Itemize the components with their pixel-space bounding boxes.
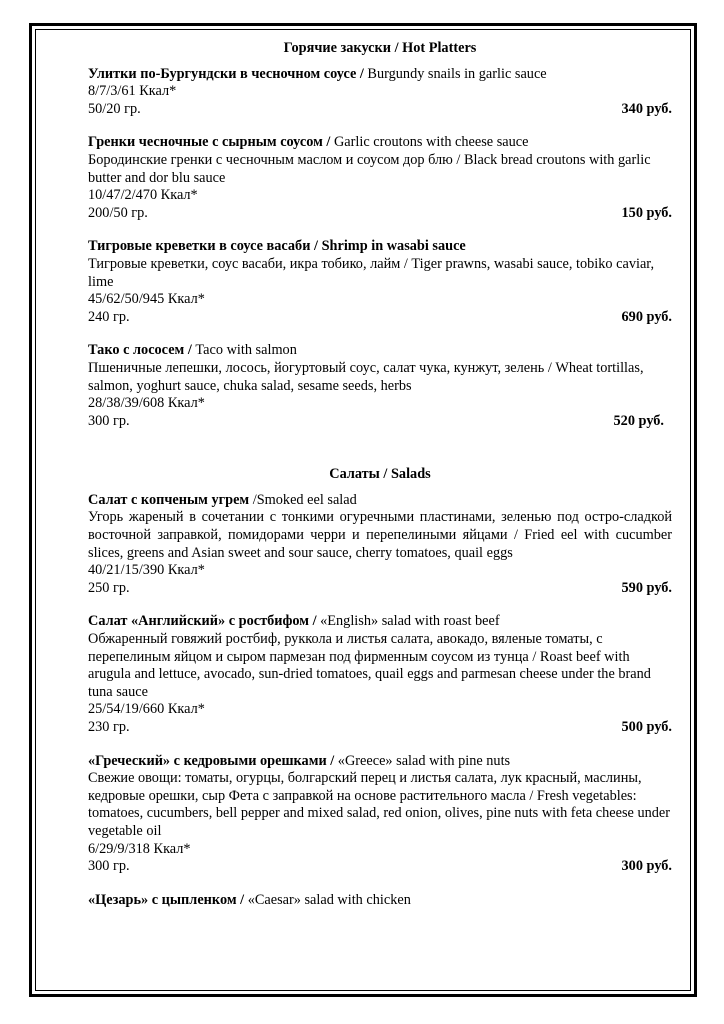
item-name-en: «Greece» salad with pine nuts [334,752,511,769]
item-nutrition: 6/29/9/318 Ккал* [88,840,191,857]
item-name-en: «Caesar» salad with chicken [244,891,411,908]
item-name: Гренки чесночные с сырным соусом / [88,134,331,151]
item-weight: 200/50 гр. [88,204,148,221]
menu-item [88,892,672,910]
item-weight: 240 гр. [88,308,130,325]
menu-item [88,342,672,430]
item-description: Угорь жареный в сочетании с тонкими огуречными пластинами, зеленью под остро-сладкой восточной заправкой, помидорами черри и перепелиными яйцами / Fried eel with cucumber slices, greens and Asian sweet and sour sauce, cherry tomatoes, quail eggs [88,509,672,561]
item-name: «Греческий» с кедровыми орешками / [88,752,335,769]
item-nutrition: 28/38/39/608 Ккал* [88,395,205,412]
item-name-en: Burgundy snails in garlic sauce [363,65,547,82]
item-price: 690 руб. [621,308,672,325]
item-name-en: Garlic croutons with cheese sauce [330,134,529,151]
item-name: Тако с лососем / [88,342,192,359]
menu-item [88,492,672,598]
menu-item [88,66,672,119]
item-nutrition: 40/21/15/390 Ккал* [88,562,205,579]
item-nutrition: 25/54/19/660 Ккал* [88,701,205,718]
item-price: 500 руб. [621,719,672,735]
item-name: Тигровые креветки в соусе васаби / Shrimp in wasabi sauce [88,238,466,255]
item-name-en: Taco with salmon [191,342,297,359]
item-name: Улитки по-Бургундски в чесночном соусе / [88,65,364,82]
menu-item [88,238,672,326]
item-name-en: «English» salad with roast beef [316,613,500,630]
item-description: Пшеничные лепешки, лосось, йогуртовый соус, салат чука, кунжут, зелень / Wheat tortillas, salmon, yoghurt sauce, chuka salad, sesame seeds, herbs [88,359,644,394]
item-weight: 230 гр. [88,719,130,735]
item-price: 150 руб. [621,204,672,221]
item-weight: 250 гр. [88,579,130,596]
section-title-salads: Салаты / Salads [329,466,431,483]
menu-page [88,40,672,925]
menu-item [88,753,672,876]
item-name-en: /Smoked eel salad [249,491,357,508]
item-weight: 50/20 гр. [88,100,141,117]
item-price: 590 руб. [621,579,672,596]
item-weight: 300 гр. [88,412,130,429]
item-price: 520 руб. [613,412,664,429]
item-price: 340 руб. [621,100,672,117]
section-title-hot-platters: Горячие закуски / Hot Platters [283,40,477,56]
item-name: «Цезарь» с цыпленком / [88,891,245,908]
item-weight: 300 гр. [88,858,130,875]
item-description: Тигровые креветки, соус васаби, икра тобико, лайм / Tiger prawns, wasabi sauce, tobiko caviar, lime [88,255,655,290]
item-nutrition: 45/62/50/945 Ккал* [88,291,205,308]
item-description: Бородинские гренки с чесночным маслом и соусом дор блю / Black bread croutons with garlic butter and dor blu sauce [88,151,651,186]
item-description: Свежие овощи: томаты, огурцы, болгарский перец и листья салата, лук красный, маслины, кедровые орешки, сыр Фета с заправкой на основе растительного масла / Fresh vegetables: tomatoes, cucumbers, bell pepper and mixed salad, red onion, olives, pine nuts with feta cheese under vegetable oil [88,770,671,839]
item-price: 300 руб. [621,858,672,875]
item-description: Обжаренный говяжий ростбиф, руккола и листья салата, авокадо, вяленые томаты, с перепелиным яйцом и сыром пармезан под фирменным соусом из тунца / Roast beef with arugula and lettuce, avocado, sun-dried tomatoes, quail eggs and parmesan cheese under the brand tuna sauce [88,631,651,700]
menu-item [88,613,672,736]
item-name: Салат «Английский» с ростбифом / [88,613,317,630]
menu-item [88,134,672,222]
item-nutrition: 8/7/3/61 Ккал* [88,83,177,100]
item-name: Салат с копченым угрем [88,491,250,508]
item-nutrition: 10/47/2/470 Ккал* [88,187,198,204]
